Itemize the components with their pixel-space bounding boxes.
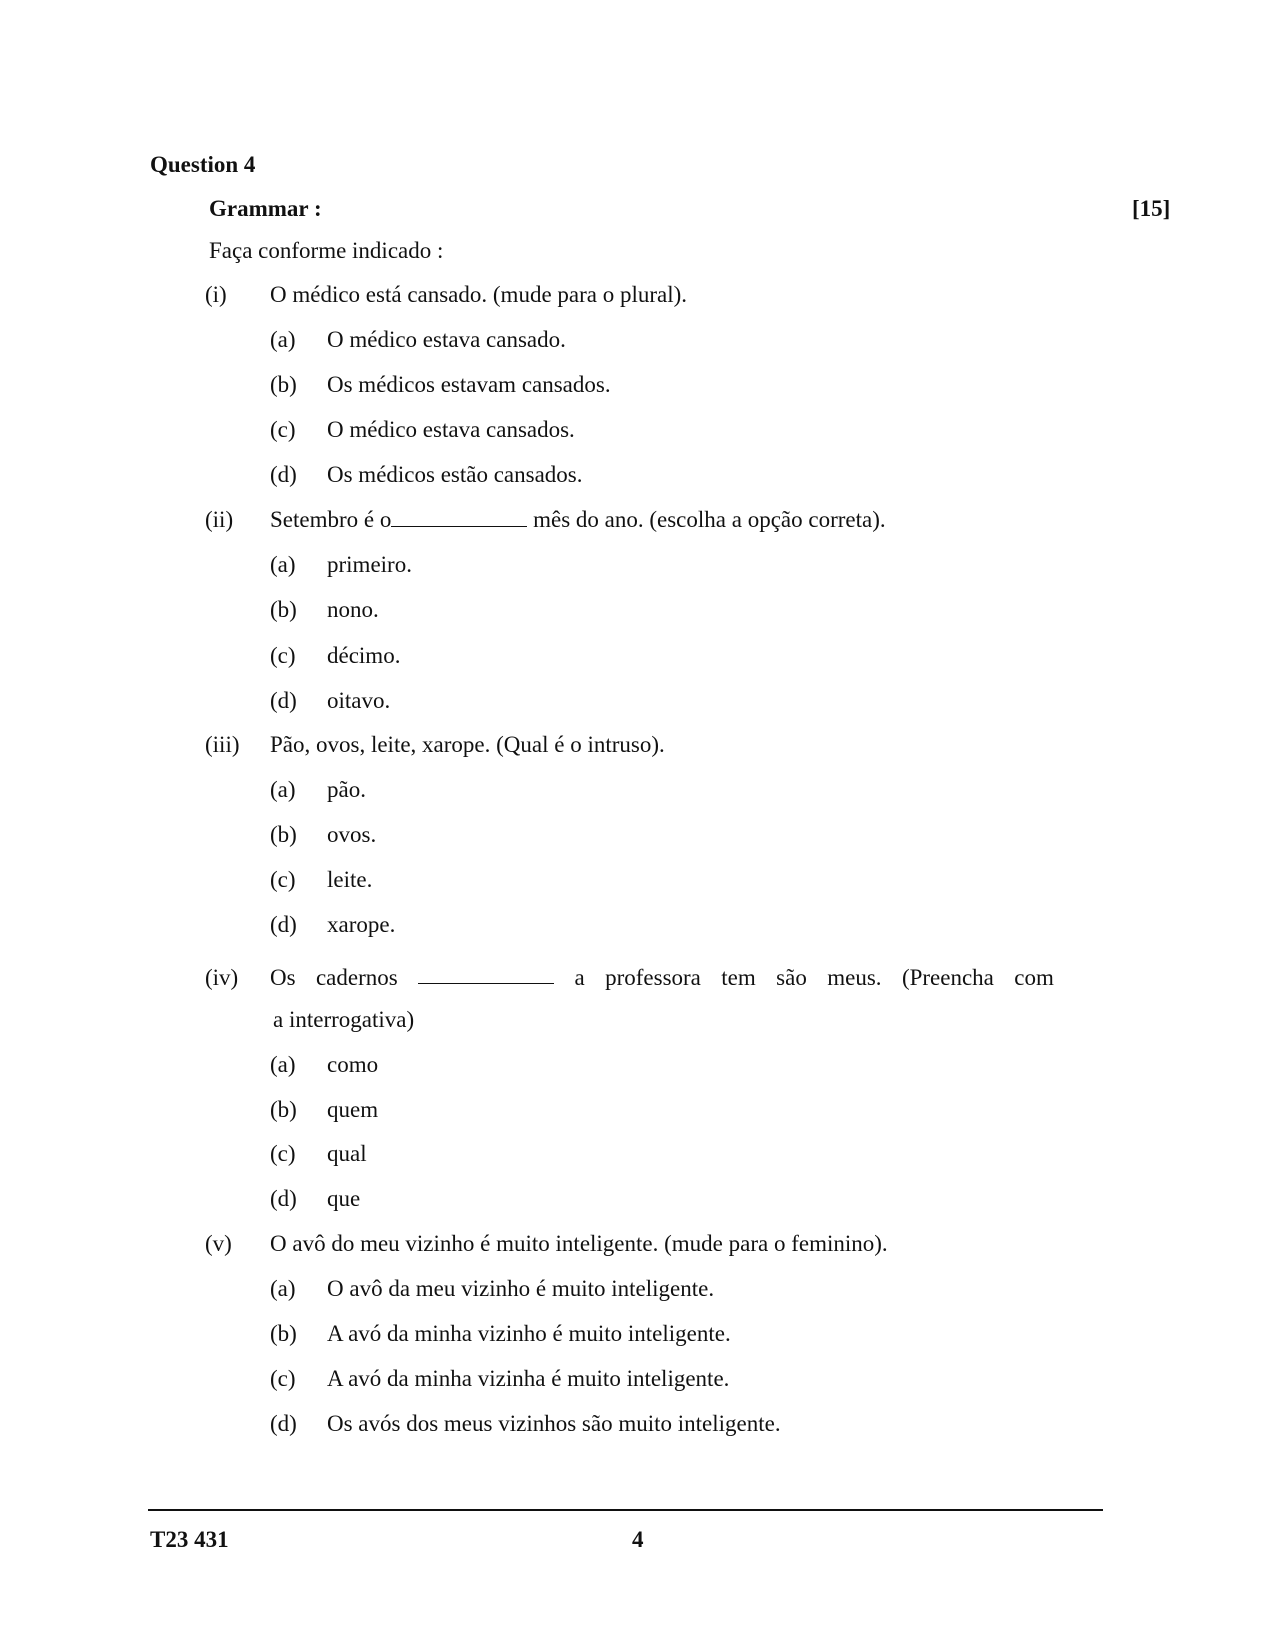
- option-text: que: [327, 1186, 361, 1211]
- option-label: (a): [270, 1052, 296, 1077]
- option-text: nono.: [327, 597, 379, 622]
- question-word: Os: [270, 965, 296, 990]
- option-text: O avô da meu vizinho é muito inteligente.: [327, 1276, 715, 1301]
- fill-in-blank: [418, 964, 554, 984]
- option-label: (a): [270, 327, 296, 352]
- option-label: (c): [270, 643, 296, 668]
- option-text: como: [327, 1052, 379, 1077]
- page-number: 4: [632, 1527, 644, 1552]
- option-text: quem: [327, 1097, 379, 1122]
- question-text: O médico está cansado. (mude para o plural).: [270, 282, 688, 307]
- question-word: (Preencha: [901, 965, 994, 990]
- question-word: meus.: [827, 965, 882, 990]
- footer-divider: [148, 1509, 1103, 1511]
- option-label: (b): [270, 822, 297, 847]
- option-text: Os médicos estavam cansados.: [327, 372, 611, 397]
- option-text: ovos.: [327, 822, 377, 847]
- question-text-continuation: a interrogativa): [273, 1007, 415, 1032]
- option-text: primeiro.: [327, 552, 412, 577]
- question-number: (ii): [205, 507, 234, 532]
- question-word: professora: [605, 965, 701, 990]
- paper-code: T23 431: [150, 1527, 229, 1552]
- option-text: qual: [327, 1141, 367, 1166]
- option-text: décimo.: [327, 643, 401, 668]
- option-label: (c): [270, 867, 296, 892]
- fill-in-blank: [391, 507, 527, 527]
- question-word: a: [574, 965, 585, 990]
- option-text: A avó da minha vizinho é muito inteligente.: [327, 1321, 731, 1346]
- question-word: cadernos: [315, 965, 398, 990]
- question-number: (v): [205, 1231, 232, 1256]
- question-text: [270, 506, 886, 534]
- option-label: (b): [270, 1321, 297, 1346]
- question-word: com: [1014, 965, 1054, 990]
- option-text: O médico estava cansados.: [327, 417, 575, 442]
- option-label: (b): [270, 597, 297, 622]
- question-word: tem: [721, 965, 756, 990]
- option-label: (c): [270, 417, 296, 442]
- option-text: O médico estava cansado.: [327, 327, 566, 352]
- question-word: são: [776, 965, 807, 990]
- question-number: (iv): [205, 965, 239, 990]
- option-text: Os avós dos meus vizinhos são muito inteligente.: [327, 1411, 781, 1436]
- option-label: (d): [270, 1411, 297, 1436]
- option-text: leite.: [327, 867, 373, 892]
- instruction-text: Faça conforme indicado :: [209, 238, 444, 263]
- option-label: (d): [270, 688, 297, 713]
- option-text: Os médicos estão cansados.: [327, 462, 583, 487]
- question-text-before: Setembro é o: [270, 507, 392, 532]
- question-text: [270, 964, 1054, 992]
- option-label: (b): [270, 1097, 297, 1122]
- question-text-after: mês do ano. (escolha a opção correta).: [527, 507, 886, 532]
- question-text: O avô do meu vizinho é muito inteligente. (mude para o feminino).: [270, 1231, 888, 1256]
- section-marks: [15]: [1132, 196, 1171, 221]
- option-text: oitavo.: [327, 688, 391, 713]
- option-text: xarope.: [327, 912, 396, 937]
- option-label: (a): [270, 552, 296, 577]
- question-text: Pão, ovos, leite, xarope. (Qual é o intruso).: [270, 732, 665, 757]
- option-text: pão.: [327, 777, 366, 802]
- option-label: (d): [270, 912, 297, 937]
- option-label: (c): [270, 1366, 296, 1391]
- section-title: Grammar :: [209, 196, 322, 221]
- option-label: (d): [270, 1186, 297, 1211]
- question-number: (iii): [205, 732, 240, 757]
- option-label: (b): [270, 372, 297, 397]
- option-label: (c): [270, 1141, 296, 1166]
- option-label: (a): [270, 777, 296, 802]
- option-text: A avó da minha vizinha é muito inteligente.: [327, 1366, 730, 1391]
- question-title: Question 4: [150, 152, 256, 177]
- option-label: (a): [270, 1276, 296, 1301]
- option-label: (d): [270, 462, 297, 487]
- question-number: (i): [205, 282, 227, 307]
